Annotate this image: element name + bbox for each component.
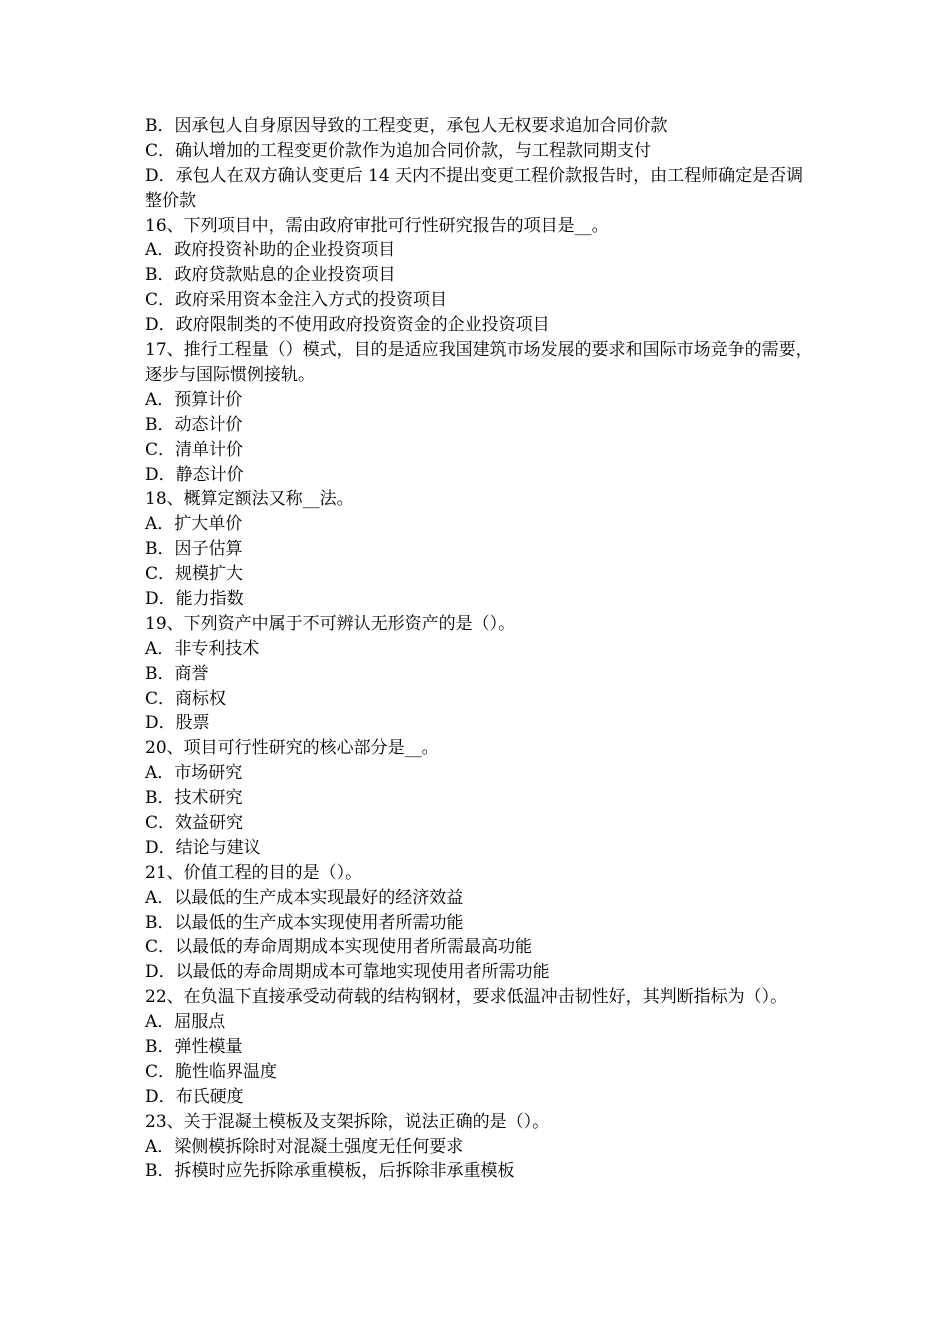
text-line: 16、下列项目中，需由政府审批可行性研究报告的项目是__。	[145, 215, 609, 236]
text-line: D．静态计价	[145, 464, 244, 485]
text-line: D．承包人在双方确认变更后 14 天内不提出变更工程价款报告时，由工程师确定是否调整价款	[145, 165, 804, 211]
text-line: A．预算计价	[145, 389, 243, 410]
text-line: A．屈服点	[145, 1012, 226, 1033]
text-line: B．因承包人自身原因导致的工程变更，承包人无权要求追加合同价款	[145, 116, 668, 136]
text-line: C．商标权	[145, 688, 227, 709]
text-line: A．政府投资补助的企业投资项目	[145, 240, 396, 261]
text-line: D．政府限制类的不使用政府投资资金的企业投资项目	[145, 315, 550, 336]
text-line: C．效益研究	[145, 813, 244, 833]
text-line: D．能力指数	[145, 588, 244, 609]
text-line: B．以最低的生产成本实现使用者所需功能	[145, 912, 464, 933]
text-line: A．非专利技术	[145, 638, 260, 659]
text-line: B．技术研究	[145, 788, 243, 809]
text-line: 18、概算定额法又称__法。	[145, 489, 354, 510]
text-line: 20、项目可行性研究的核心部分是__。	[145, 738, 439, 759]
text-line: C．以最低的寿命周期成本实现使用者所需最高功能	[145, 937, 533, 958]
text-line: C．确认增加的工程变更价款作为追加合同价款，与工程款同期支付	[145, 140, 652, 161]
text-line: B．商誉	[145, 663, 209, 684]
text-line: A．梁侧模拆除时对混凝土强度无任何要求	[145, 1136, 464, 1157]
text-line: 23、关于混凝土模板及支架拆除，说法正确的是（）。	[145, 1111, 550, 1132]
text-line: B．因子估算	[145, 539, 243, 560]
text-line: 17、推行工程量（）模式，目的是适应我国建筑市场发展的要求和国际市场竞争的需要，逐步与国际惯例接轨。	[145, 340, 813, 385]
text-line: C．清单计价	[145, 439, 244, 460]
text-line: B．动态计价	[145, 414, 243, 435]
text-line: A．以最低的生产成本实现最好的经济效益	[145, 887, 464, 908]
text-line: B．弹性模量	[145, 1037, 243, 1058]
text-line: 22、在负温下直接承受动荷载的结构钢材，要求低温冲击韧性好，其判断指标为（）。	[145, 987, 788, 1008]
text-line: B．拆模时应先拆除承重模板，后拆除非承重模板	[145, 1161, 515, 1182]
text-line: D．以最低的寿命周期成本可靠地实现使用者所需功能	[145, 962, 550, 983]
text-line: 19、下列资产中属于不可辨认无形资产的是（）。	[145, 613, 516, 634]
text-line: D．结论与建议	[145, 837, 261, 858]
text-line: B．政府贷款贴息的企业投资项目	[145, 265, 396, 286]
text-line: 21、价值工程的目的是（）。	[145, 862, 363, 883]
document-body	[145, 114, 815, 1184]
text-line: C．脆性临界温度	[145, 1061, 278, 1082]
text-line: D．股票	[145, 713, 210, 734]
text-line: A．市场研究	[145, 763, 243, 784]
text-line: A．扩大单价	[145, 514, 243, 535]
text-line: C．政府采用资本金注入方式的投资项目	[145, 290, 448, 311]
text-line: C．规模扩大	[145, 564, 244, 585]
text-line: D．布氏硬度	[145, 1086, 244, 1107]
